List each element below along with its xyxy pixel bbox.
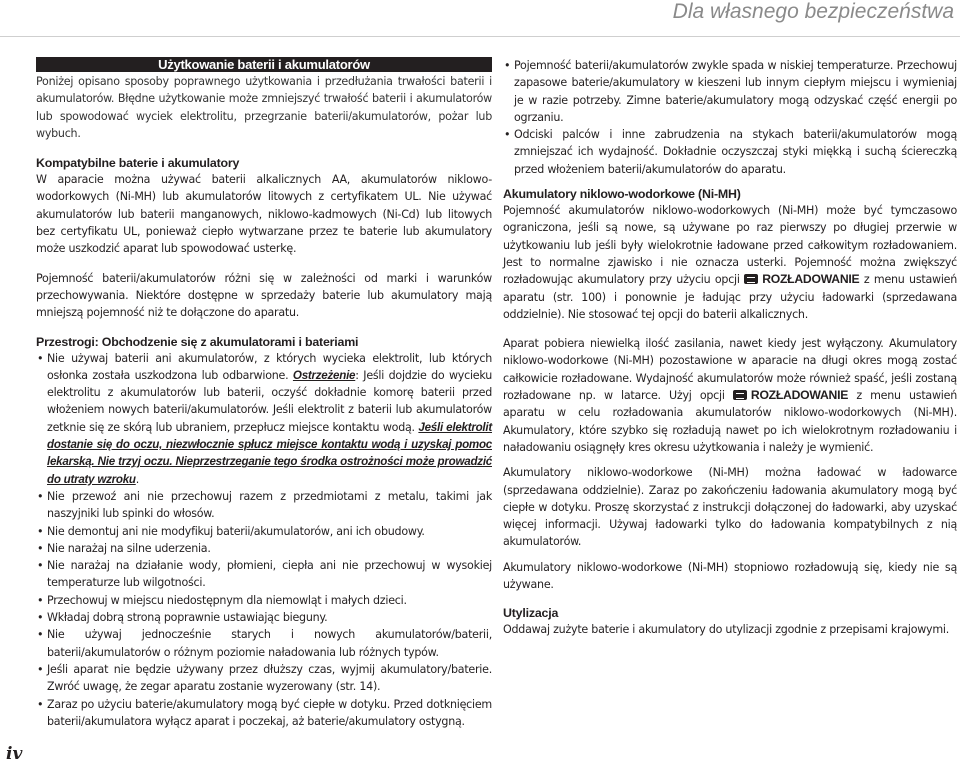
caution-item-mixing: • Nie używaj jednocześnie starych i nowych akumulatorów/baterii, baterii/akumulatorów o różnym poziomie naładowania lub różnych typów. [36, 626, 492, 661]
capacity-paragraph: Pojemność baterii/akumulatorów różni się w zależności od marki i warunków przechowywania. Niektóre dostępne w sprzedaży baterie lub akumulatory mają mniejszą pojemność niż te dołączone do aparatu. [36, 271, 492, 320]
compat-paragraph: W aparacie można używać baterii alkalicznych AA, akumulatorów niklowo-wodorkowych (Ni-MH) lub akumulatorów litowych z certyfikatem UL. Nie używać akumulatorów lub baterii manganowych, niklowo-kadmowych (Ni-Cd) lub litowych bez certyfikatu UL, ponieważ ciepło wytwarzane przez te baterie lub akumulatory może uszkodzić aparat lub spowodować usterkę. [36, 173, 492, 256]
caution-item-water: • Nie narażaj na działanie wody, płomieni, ciepła ani nie przechowuj w wysokiej temperaturze lub wilgotności. [36, 557, 492, 592]
nimh-paragraph [503, 202, 957, 323]
caution-item-leak [36, 350, 492, 488]
leak-text-a: Nie używaj baterii ani akumulatorów, z których wycieka elektrolit, lub których osłonka została uszkodzona lub odbarwione. [47, 351, 492, 382]
nimh-text-a: Pojemność akumulatorów niklowo-wodorkowych (Ni-MH) może być tymczasowo ograniczona, jeśli są nowe, są używane po raz pierwszy po długiej przerwie w użytkowaniu lub jeśli były wielokrotnie ładowane przed całkowitym rozładowaniem. Jest to normalne zjawisko i nie oznacza usterki. Pojemność można zwiększyć rozładowując akumulatory przy użyciu opcji [503, 204, 957, 287]
caution-item-disassemble: • Nie demontuj ani nie modyfikuj baterii/akumulatorów, ani ich obudowy. [36, 523, 492, 540]
caution-heading: Przestrogi: Obchodzenie się z akumulatorami i bateriami [36, 334, 359, 349]
leak-text-b: : Jeśli dojdzie do wycieku elektrolitu z akumulatorów lub baterii, oczyść dokładnie komorę baterii przed włożeniem nowych baterii/akumulatorów. Jeśli elektrolit z baterii lub akumulatorów zetknie się ze skórą lub ubraniem, przepłucz miejsce kontaktu wodą. [47, 368, 492, 434]
caution-item-children: • Przechowuj w miejscu niedostępnym dla niemowląt i małych dzieci. [36, 592, 492, 609]
caution-item-metal: • Nie przewoź ani nie przechowuj razem z przedmiotami z metalu, takimi jak naszyjniki lub spinki do włosów. [36, 488, 492, 523]
caution-item-impact: • Nie narażaj na silne uderzenia. [36, 540, 492, 557]
eye-warning: Jeśli elektrolit dostanie się do oczu, niezwłocznie spłucz miejsce kontaktu wodą i uzyskaj pomoc lekarską. Nie trzyj oczu. Nieprzestrzeganie tego środka ostrożności może prowadzić do utraty wzroku [47, 420, 492, 486]
left-column [36, 57, 492, 730]
caution-item-heat: • Zaraz po użyciu baterie/akumulatory mogą być ciepłe w dotyku. Przed dotknięciem baterii/akumulatora wyłącz aparat i poczekaj, aż baterie/akumulatory ostygną. [36, 696, 492, 731]
caution-item-storage: • Jeśli aparat nie będzie używany przez dłuższy czas, wyjmij akumulatory/baterie. Zwróć uwagę, że zegar aparatu zostanie wyzerowany (str. 14). [36, 661, 492, 696]
page-number: iv [6, 744, 23, 764]
nimh-text-b: z menu ustawień aparatu (str. 100) i ponownie je ładując przy użyciu ładowarki (sprzedawana oddzielnie). Nie stosować tej opcji do baterii alkalicznych. [503, 273, 958, 321]
leak-end: . [135, 472, 140, 486]
right-bullets [503, 57, 957, 178]
discharge-option: ROZŁADOWANIE [762, 272, 860, 287]
disposal-paragraph: Oddawaj zużyte baterie i akumulatory do utylizacji zgodnie z przepisami krajowymi. [503, 623, 950, 637]
right-column [503, 57, 957, 639]
header-rule [0, 36, 960, 37]
warning-label: Ostrzeżenie [292, 368, 356, 382]
charger-paragraph: Akumulatory niklowo-wodorkowe (Ni-MH) można ładować w ładowarce (sprzedawana oddzielnie). Zaraz po zakończeniu ładowania akumulatory mogą być ciepłe w dotyku. Proszę skorzystać z instrukcji dołączonej do ładowarki, aby uzyskać więcej informacji. Używaj ładowarki tylko do ładowania kompatybilnych z nią akumulatorów. [503, 466, 957, 549]
p2-text-b: z menu ustawień aparatu w celu rozładowania akumulatorów niklowo-wodorkowych (Ni-MH). Akumulatory, które szybko się rozładują nawet po ich wielokrotnym rozładowaniu i naładowaniu osiągnęły kres okresu użytkowania i należy je wymienić. [503, 389, 957, 454]
p2-text-a: Aparat pobiera niewielką ilość zasilania, nawet kiedy jest wyłączony. Akumulatory niklowo-wodorkowe (Ni-MH) pozostawione w aparacie na długi okres mogą zostać całkowicie rozładowane. Wydajność akumulatorów może również spaść, jeśli zostaną rozładowane np. w latarce. Użyj opcji [503, 337, 957, 403]
menu-icon [744, 274, 758, 284]
bullet-cold: • Pojemność baterii/akumulatorów zwykle spada w niskiej temperaturze. Przechowuj zapasowe baterie/akumulatory w kieszeni lub innym ciepłym miejscu i wymieniaj je w razie potrzeby. Zimne baterie/akumulatory mogą odzyskać część energii po ogrzaniu. [503, 57, 957, 126]
running-title: Dla własnego bezpieczeństwa [672, 0, 954, 23]
caution-list [36, 350, 492, 731]
discharge-paragraph [503, 335, 957, 456]
self-discharge-paragraph: Akumulatory niklowo-wodorkowe (Ni-MH) stopniowo rozładowują się, kiedy nie są używane. [503, 560, 957, 592]
caution-item-polarity: • Wkładaj dobrą stroną poprawnie ustawiając bieguny. [36, 609, 492, 626]
section-title-box: Użytkowanie baterii i akumulatorów [36, 57, 492, 72]
nimh-heading: Akumulatory niklowo-wodorkowe (Ni-MH) [503, 187, 741, 202]
discharge-option: ROZŁADOWANIE [750, 388, 849, 403]
compat-heading: Kompatybilne baterie i akumulatory [36, 156, 240, 171]
bullet-contacts: • Odciski palców i inne zabrudzenia na stykach baterii/akumulatorów mogą zmniejszać ich wydajność. Dokładnie oczyszczaj styki miękką i suchą ściereczką przed włożeniem baterii/akumulatorów do aparatu. [503, 126, 957, 178]
intro-paragraph: Poniżej opisano sposoby poprawnego użytkowania i przedłużania trwałości baterii i akumulatorów. Błędne użytkowanie może zmniejszyć trwałość baterii i akumulatorów lub spowodować wyciek elektrolitu, przegrzanie baterii/akumulatorów, pożar lub wybuch. [36, 75, 492, 140]
menu-icon [733, 390, 747, 400]
disposal-heading: Utylizacja [503, 606, 559, 621]
